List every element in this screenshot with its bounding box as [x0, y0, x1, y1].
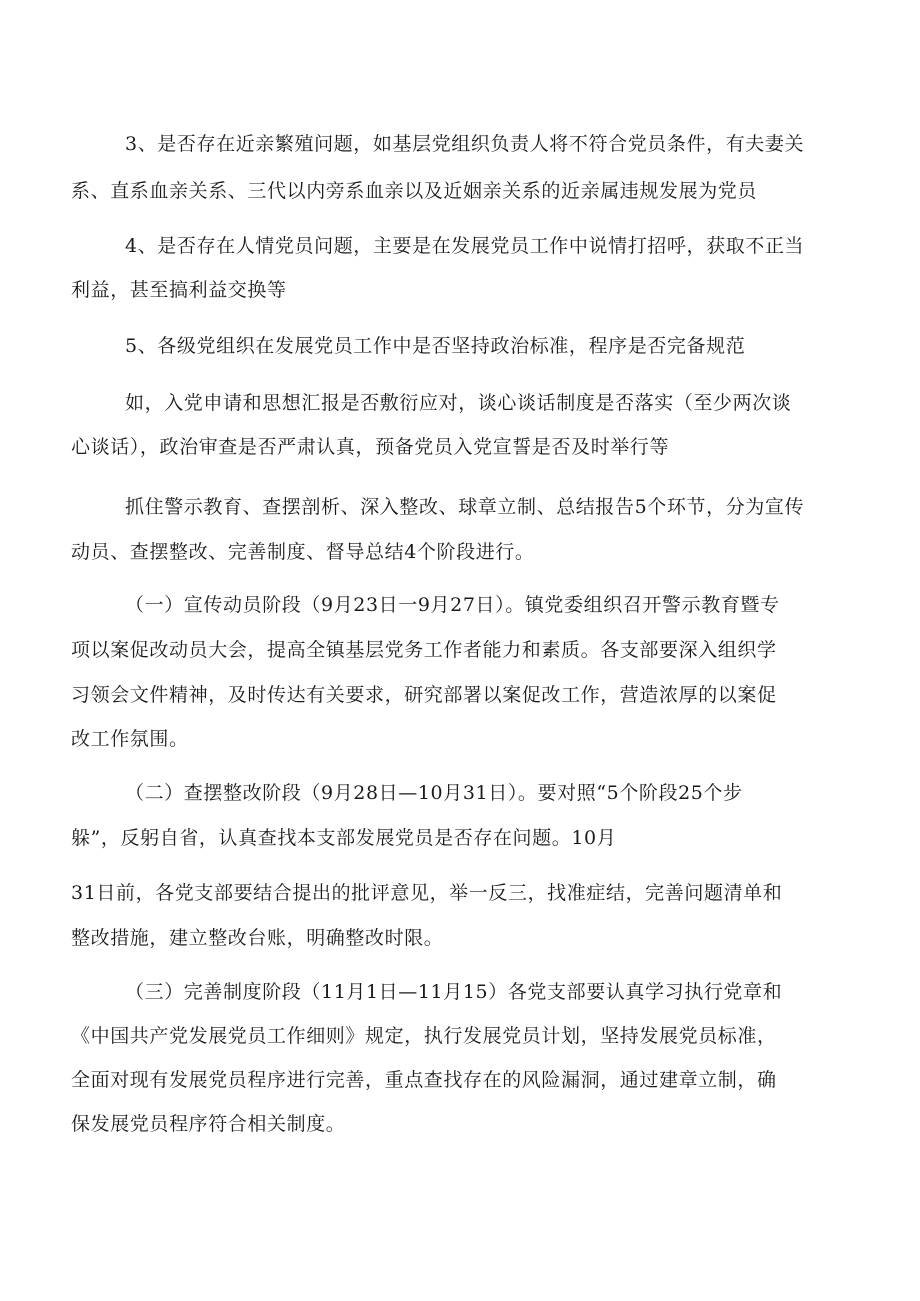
stage-3-line-4: 保发展党员程序符合相关制度。 — [71, 1113, 346, 1135]
stage-3-line-3: 全面对现有发展党员程序进行完善，重点查找存在的风险漏洞，通过建章立制，确 — [71, 1069, 777, 1091]
stage-3-line-2: 《中国共产党发展党员工作细则》规定，执行发展党员计划，坚持发展党员标准， — [71, 1025, 777, 1047]
item-3-line-1: 3、是否存在近亲繁殖问题，如基层党组织负责人将不符合党员条件，有夫妻关 — [125, 133, 805, 155]
item-4-line-2: 利益，甚至搞利益交换等 — [71, 279, 287, 301]
stage-1-line-2: 项以案促改动员大会，提高全镇基层党务工作者能力和素质。各支部要深入组织学 — [71, 639, 777, 661]
stage-2-line-4: 整改措施，建立整改台账，明确整改时限。 — [71, 927, 444, 949]
stage-1-line-4: 改工作氛围。 — [71, 728, 189, 750]
stage-2-line-2: 躲”，反躬自省，认真查找本支部发展党员是否存在问题。10月 — [71, 827, 617, 849]
stage-1-line-1: （一）宣传动员阶段（9月23日一9月27日）。镇党委组织召开警示教育暨专 — [125, 594, 780, 616]
item-4-line-1: 4、是否存在人情党员问题，主要是在发展党员工作中说情打招呼，获取不正当 — [125, 235, 805, 257]
stage-3-line-1: （三）完善制度阶段（11月1日—11月15）各党支部要认真学习执行党章和 — [125, 981, 783, 1003]
stage-1-line-3: 习领会文件精神，及时传达有关要求，研究部署以案促改工作，营造浓厚的以案促 — [71, 684, 777, 706]
stage-2-line-1: （二）查摆整改阶段（9月28日—10月31日）。要对照“5个阶段25个步 — [125, 782, 743, 804]
example-line-1: 如，入党申请和思想汇报是否敷衍应对，谈心谈话制度是否落实（至少两次谈 — [125, 392, 792, 414]
stage-2-line-3: 31日前，各党支部要结合提出的批评意见，举一反三，找准症结，完善问题清单和 — [71, 882, 783, 904]
overview-line-2: 动员、查摆整改、完善制度、督导总结4个阶段进行。 — [71, 541, 535, 563]
item-5-line-1: 5、各级党组织在发展党员工作中是否坚持政治标准，程序是否完备规范 — [125, 335, 746, 357]
item-3-line-2: 系、直系血亲关系、三代以内旁系血亲以及近姻亲关系的近亲属违规发展为党员 — [71, 180, 758, 202]
example-line-2: 心谈话），政治审查是否严肃认真，预备党员入党宣誓是否及时举行等 — [71, 436, 670, 458]
overview-line-1: 抓住警示教育、查摆剖析、深入整改、球章立制、总结报告5个环节，分为宣传 — [125, 496, 805, 518]
